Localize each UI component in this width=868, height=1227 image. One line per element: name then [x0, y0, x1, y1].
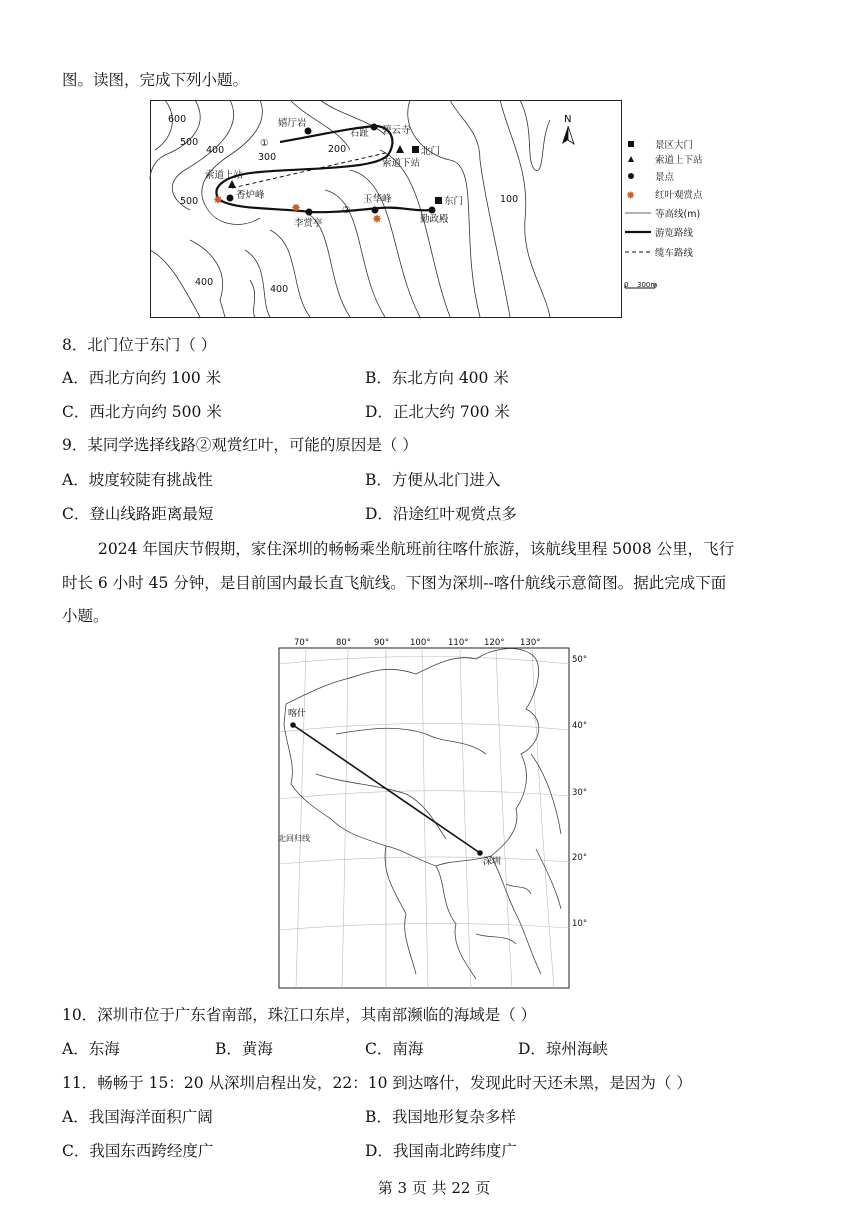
- svg-text:景区大门: 景区大门: [655, 140, 694, 151]
- svg-text:红叶观赏点: 红叶观赏点: [655, 190, 703, 201]
- svg-text:②: ②: [342, 205, 351, 216]
- kashgar-label: 喀什: [288, 709, 307, 719]
- q11-option-b: B．我国地形复杂多样: [365, 1108, 516, 1126]
- svg-text:勤政殿: 勤政殿: [420, 214, 449, 225]
- svg-text:20°: 20°: [572, 853, 588, 863]
- q9-stem: 9．某同学选择线路②观赏红叶，可能的原因是（ ）: [62, 436, 418, 454]
- q11-option-c: C．我国东西跨经度广: [62, 1142, 214, 1160]
- svg-text:等高线(m): 等高线(m): [655, 209, 701, 220]
- spot-dot: [306, 209, 313, 216]
- svg-text:✸: ✸: [213, 193, 224, 207]
- svg-text:90°: 90°: [374, 638, 390, 648]
- shenzhen-label: 深圳: [483, 857, 502, 867]
- svg-text:北回归线: 北回归线: [278, 834, 310, 843]
- svg-text:500: 500: [180, 137, 199, 148]
- q8-option-c: C．西北方向约 500 米: [62, 403, 222, 421]
- svg-text:缆车路线: 缆车路线: [655, 248, 694, 259]
- svg-text:400: 400: [195, 277, 214, 288]
- svg-text:✸: ✸: [626, 189, 636, 202]
- shenzhen-dot: [477, 850, 483, 856]
- q8-option-b: B．东北方向 400 米: [365, 369, 509, 387]
- svg-text:100°: 100°: [410, 638, 431, 648]
- passage-line-1: 2024 年国庆节假期，家住深圳的畅畅乘坐航班前往喀什旅游，该航线里程 5008 公里，飞行: [98, 540, 735, 558]
- svg-text:400: 400: [270, 284, 289, 295]
- svg-text:玉华峰: 玉华峰: [363, 194, 392, 205]
- svg-text:北门: 北门: [421, 146, 441, 157]
- svg-text:✸: ✸: [291, 201, 302, 215]
- q10-stem: 10．深圳市位于广东省南部，珠江口东岸，其南部濒临的海域是（ ）: [62, 1006, 537, 1024]
- q8-stem: 8．北门位于东门（ ）: [62, 336, 217, 354]
- svg-text:东门: 东门: [444, 196, 464, 207]
- svg-text:✸: ✸: [372, 212, 383, 226]
- q9-option-d: D．沿途红叶观赏点多: [365, 505, 517, 523]
- svg-text:索道上站: 索道上站: [205, 170, 244, 181]
- svg-text:300m: 300m: [637, 281, 658, 289]
- svg-text:100: 100: [500, 194, 519, 205]
- svg-text:600: 600: [168, 114, 187, 125]
- spot-dot: [429, 207, 436, 214]
- q9-option-c: C．登山线路距离最短: [62, 505, 214, 523]
- svg-text:80°: 80°: [336, 638, 352, 648]
- q10-option-b: B．黄海: [215, 1040, 273, 1058]
- svg-text:130°: 130°: [520, 638, 541, 648]
- svg-text:120°: 120°: [484, 638, 505, 648]
- svg-text:碧云寺: 碧云寺: [382, 125, 411, 136]
- q11-option-d: D．我国南北跨纬度广: [365, 1142, 517, 1160]
- svg-text:30°: 30°: [572, 788, 588, 798]
- svg-text:110°: 110°: [448, 638, 469, 648]
- svg-text:50°: 50°: [572, 655, 588, 665]
- q10-option-a: A．东海: [62, 1040, 120, 1058]
- svg-text:200: 200: [328, 144, 347, 155]
- svg-text:10°: 10°: [572, 919, 588, 929]
- svg-text:游览路线: 游览路线: [655, 228, 694, 239]
- map-legend: [625, 136, 735, 296]
- q10-option-d: D．琼州海峡: [518, 1040, 608, 1058]
- svg-text:景点: 景点: [655, 172, 675, 183]
- svg-text:石趾: 石趾: [350, 128, 370, 139]
- svg-text:索道下站: 索道下站: [382, 158, 421, 169]
- spot-dot: [371, 124, 378, 131]
- gate-square: [435, 197, 442, 204]
- svg-text:500: 500: [180, 196, 199, 207]
- flight-route-map: [276, 634, 596, 990]
- svg-text:N: N: [564, 114, 572, 125]
- page-footer: 第 3 页 共 22 页: [377, 1179, 491, 1197]
- passage-line-3: 小题。: [62, 607, 109, 625]
- svg-text:香炉峰: 香炉峰: [236, 190, 265, 201]
- q10-option-c: C．南海: [365, 1040, 424, 1058]
- kashgar-dot: [290, 722, 296, 728]
- q11-stem: 11．畅畅于 15：20 从深圳启程出发，22：10 到达喀什，发现此时天还未黑，是因为（ ）: [62, 1074, 692, 1092]
- svg-text:嬉厅岩: 嬉厅岩: [278, 118, 307, 129]
- svg-text:索道上下站: 索道上下站: [655, 155, 703, 166]
- svg-text:70°: 70°: [294, 638, 310, 648]
- svg-text:400: 400: [206, 145, 225, 156]
- svg-text:①: ①: [260, 138, 269, 149]
- q8-option-a: A．西北方向约 100 米: [62, 369, 222, 387]
- q9-option-a: A．坡度较陡有挑战性: [62, 471, 213, 489]
- q9-option-b: B．方便从北门进入: [365, 471, 501, 489]
- svg-text:0: 0: [624, 281, 629, 289]
- spot-dot: [227, 195, 234, 202]
- svg-text:300: 300: [258, 152, 277, 163]
- passage-line-2: 时长 6 小时 45 分钟，是目前国内最长直飞航线。下图为深圳--喀什航线示意简图。据此完成下面: [62, 574, 727, 592]
- intro-text: 图。读图，完成下列小题。: [62, 71, 249, 89]
- svg-text:李赏亭: 李赏亭: [294, 218, 323, 229]
- q11-option-a: A．我国海洋面积广阔: [62, 1108, 213, 1126]
- q8-option-d: D．正北大约 700 米: [365, 403, 510, 421]
- gate-square: [412, 146, 419, 153]
- scenic-contour-map: [150, 100, 622, 318]
- svg-text:40°: 40°: [572, 721, 588, 731]
